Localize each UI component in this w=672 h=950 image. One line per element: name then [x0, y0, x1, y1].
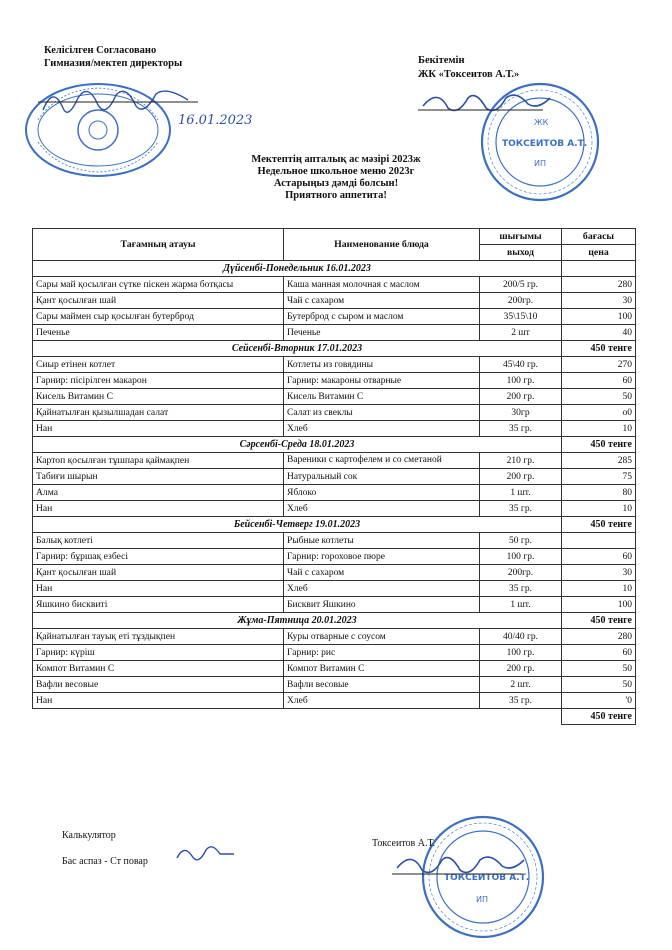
dish-price: 100	[562, 309, 636, 325]
dish-name-kz: Нан	[33, 693, 284, 709]
dish-output: 210 гр.	[480, 453, 562, 469]
table-row	[33, 485, 636, 501]
dish-output: 35 гр.	[480, 693, 562, 709]
dish-name-ru: Бутерброд с сыром и маслом	[284, 309, 480, 325]
dish-name-kz: Кисель Витамин С	[33, 389, 284, 405]
dish-output: 1 шт.	[480, 597, 562, 613]
dish-name-ru: Рыбные котлеты	[284, 533, 480, 549]
dish-price: 100	[562, 597, 636, 613]
day-total: 450 тенге	[562, 437, 636, 453]
table-row	[33, 645, 636, 661]
dish-name-kz: Нан	[33, 581, 284, 597]
dish-name-ru: Натуральный сок	[284, 469, 480, 485]
table-row	[33, 469, 636, 485]
dish-price: 50	[562, 661, 636, 677]
table-row	[33, 453, 636, 469]
dish-name-ru: Чай с сахаром	[284, 293, 480, 309]
title-line-4: Приятного аппетита!	[285, 190, 387, 201]
day-row	[33, 437, 636, 453]
dish-name-kz: Алма	[33, 485, 284, 501]
dish-price: 10	[562, 421, 636, 437]
dish-output: 200/5 гр.	[480, 277, 562, 293]
dish-output: 35 гр.	[480, 501, 562, 517]
day-row	[33, 261, 636, 277]
day-title: Сәрсенбі-Среда 18.01.2023	[33, 437, 562, 453]
dish-name-ru: Каша манная молочная с маслом	[284, 277, 480, 293]
dish-name-kz: Печенье	[33, 325, 284, 341]
final-total-row	[33, 709, 636, 725]
dish-output: 35\15\10	[480, 309, 562, 325]
col-header-kz: Тағамның атауы	[33, 229, 284, 261]
dish-price: 285	[562, 453, 636, 469]
dish-price: 75	[562, 469, 636, 485]
dish-price: 60	[562, 645, 636, 661]
dish-name-kz: Табиғи шырын	[33, 469, 284, 485]
director-signature	[38, 80, 198, 130]
day-title: Жұма-Пятница 20.01.2023	[33, 613, 562, 629]
footer-right-name: Токсеитов А.Т.	[372, 838, 436, 849]
table-row	[33, 581, 636, 597]
director-date: 16.01.2023	[178, 113, 253, 128]
day-total: 450 тенге	[562, 613, 636, 629]
dish-output: 200гр.	[480, 293, 562, 309]
dish-output: 35 гр.	[480, 421, 562, 437]
table-row	[33, 549, 636, 565]
table-row	[33, 309, 636, 325]
dish-output: 200 гр.	[480, 469, 562, 485]
stamp-top-name: ТОКСЕИТОВ А.Т.	[502, 139, 588, 149]
dish-price: 280	[562, 629, 636, 645]
dish-output: 2 шт	[480, 325, 562, 341]
dish-name-ru: Вареники с картофелем и со сметаной	[284, 453, 480, 469]
table-row	[33, 293, 636, 309]
dish-name-kz: Қант қосылған шай	[33, 293, 284, 309]
dish-output: 35 гр.	[480, 581, 562, 597]
table-row	[33, 277, 636, 293]
table-row	[33, 357, 636, 373]
dish-price: 270	[562, 357, 636, 373]
dish-name-ru: Гарнир: гороховое пюре	[284, 549, 480, 565]
table-row	[33, 501, 636, 517]
dish-output: 200 гр.	[480, 389, 562, 405]
col-header-price-kz: бағасы	[562, 229, 636, 245]
dish-name-kz: Вафли весовые	[33, 677, 284, 693]
dish-name-kz: Қайнатылған тауық еті тұздықпен	[33, 629, 284, 645]
dish-name-kz: Гарнир: бұршақ езбесі	[33, 549, 284, 565]
col-header-out-kz: шығымы	[480, 229, 562, 245]
table-row	[33, 693, 636, 709]
dish-name-kz: Қайнатылған қызылшадан салат	[33, 405, 284, 421]
dish-name-ru: Куры отварные с соусом	[284, 629, 480, 645]
day-total	[562, 261, 636, 277]
dish-name-ru: Кисель Витамин С	[284, 389, 480, 405]
dish-name-kz: Қант қосылған шай	[33, 565, 284, 581]
dish-name-kz: Сиыр етінен котлет	[33, 357, 284, 373]
dish-output: 2 шт.	[480, 677, 562, 693]
dish-price: 80	[562, 485, 636, 501]
dish-price: 10	[562, 581, 636, 597]
dish-price: о0	[562, 405, 636, 421]
dish-output: 1 шт.	[480, 485, 562, 501]
col-header-price-ru: цена	[562, 245, 636, 261]
table-row	[33, 629, 636, 645]
dish-price: 30	[562, 293, 636, 309]
footer-calculator: Калькулятор	[62, 830, 116, 841]
stamp-top-ip: ИП	[534, 159, 546, 168]
day-row	[33, 613, 636, 629]
dish-name-kz: Балық котлеті	[33, 533, 284, 549]
col-header-out-ru: выход	[480, 245, 562, 261]
approval-right-line2: ЖК «Токсеитов А.Т.»	[418, 69, 520, 80]
footer-cook: Бас аспаз - Ст повар	[62, 856, 148, 867]
dish-name-kz: Компот Витамин С	[33, 661, 284, 677]
dish-price: 60	[562, 373, 636, 389]
col-header-ru: Наименование блюда	[284, 229, 480, 261]
dish-name-kz: Яшкино бисквиті	[33, 597, 284, 613]
dish-name-ru: Салат из свеклы	[284, 405, 480, 421]
dish-name-ru: Хлеб	[284, 501, 480, 517]
dish-name-kz: Гарнир: күріш	[33, 645, 284, 661]
table-row	[33, 661, 636, 677]
day-total: 450 тенге	[562, 341, 636, 357]
dish-price: 10	[562, 501, 636, 517]
dish-price: 40	[562, 325, 636, 341]
stamp-bottom-name: ТОКСЕИТОВ А.Т.	[444, 873, 530, 883]
dish-price: '0	[562, 693, 636, 709]
dish-name-ru: Хлеб	[284, 421, 480, 437]
day-row	[33, 341, 636, 357]
dish-price: 60	[562, 549, 636, 565]
approval-left-line1: Келісілген Согласовано	[44, 45, 157, 56]
title-line-3: Астарыңыз дәмді болсын!	[273, 178, 399, 189]
dish-output: 50 гр.	[480, 533, 562, 549]
owner-signature-bottom	[392, 848, 532, 882]
owner-signature-top	[418, 86, 558, 120]
dish-name-ru: Гарнир: рис	[284, 645, 480, 661]
day-title: Дүйсенбі-Понедельник 16.01.2023	[33, 261, 562, 277]
dish-name-ru: Хлеб	[284, 693, 480, 709]
table-row	[33, 677, 636, 693]
dish-output: 45\40 гр.	[480, 357, 562, 373]
dish-output: 30гр	[480, 405, 562, 421]
table-row	[33, 325, 636, 341]
day-title: Бейсенбі-Четверг 19.01.2023	[33, 517, 562, 533]
dish-price	[562, 533, 636, 549]
dish-name-ru: Хлеб	[284, 581, 480, 597]
dish-name-kz: Нан	[33, 421, 284, 437]
dish-output: 100 гр.	[480, 645, 562, 661]
table-header-row	[33, 229, 636, 245]
dish-name-kz: Гарнир: пісірілген макарон	[33, 373, 284, 389]
menu-table	[32, 228, 636, 725]
final-blank	[33, 709, 562, 725]
dish-name-ru: Чай с сахаром	[284, 565, 480, 581]
table-row	[33, 421, 636, 437]
dish-name-ru: Печенье	[284, 325, 480, 341]
table-row	[33, 389, 636, 405]
dish-name-ru: Вафли весовые	[284, 677, 480, 693]
dish-output: 200гр.	[480, 565, 562, 581]
dish-price: 30	[562, 565, 636, 581]
dish-name-ru: Котлеты из говядины	[284, 357, 480, 373]
dish-name-kz: Сары май қосылған сүтке піскен жарма ботқасы	[33, 277, 284, 293]
dish-output: 40/40 гр.	[480, 629, 562, 645]
day-row	[33, 517, 636, 533]
cook-signature	[172, 840, 242, 870]
dish-price: 50	[562, 677, 636, 693]
dish-name-ru: Гарнир: макароны отварные	[284, 373, 480, 389]
dish-output: 200 гр.	[480, 661, 562, 677]
dish-price: 280	[562, 277, 636, 293]
approval-left-line2: Гимназия/мектеп директоры	[44, 58, 183, 69]
dish-name-ru: Бисквит Яшкино	[284, 597, 480, 613]
stamp-bottom-ip: ИП	[476, 895, 488, 904]
table-row	[33, 597, 636, 613]
dish-output: 100 гр.	[480, 373, 562, 389]
dish-name-kz: Сары маймен сыр қосылған бутерброд	[33, 309, 284, 325]
title-line-1: Мектептің апталық ас мәзірі 2023ж	[251, 154, 421, 165]
table-row	[33, 533, 636, 549]
approval-right-line1: Бекітемін	[418, 55, 465, 66]
day-total: 450 тенге	[562, 517, 636, 533]
table-row	[33, 565, 636, 581]
day-title: Сейсенбі-Вторник 17.01.2023	[33, 341, 562, 357]
table-row	[33, 373, 636, 389]
title-line-2: Недельное школьное меню 2023г	[257, 166, 415, 177]
dish-name-kz: Картоп қосылған тұшпара қаймақпен	[33, 453, 284, 469]
final-total: 450 тенге	[562, 709, 636, 725]
stamp-top-jk: ЖК	[534, 118, 549, 127]
dish-output: 100 гр.	[480, 549, 562, 565]
dish-name-ru: Яблоко	[284, 485, 480, 501]
dish-price: 50	[562, 389, 636, 405]
table-row	[33, 405, 636, 421]
dish-name-ru: Компот Витамин С	[284, 661, 480, 677]
dish-name-kz: Нан	[33, 501, 284, 517]
